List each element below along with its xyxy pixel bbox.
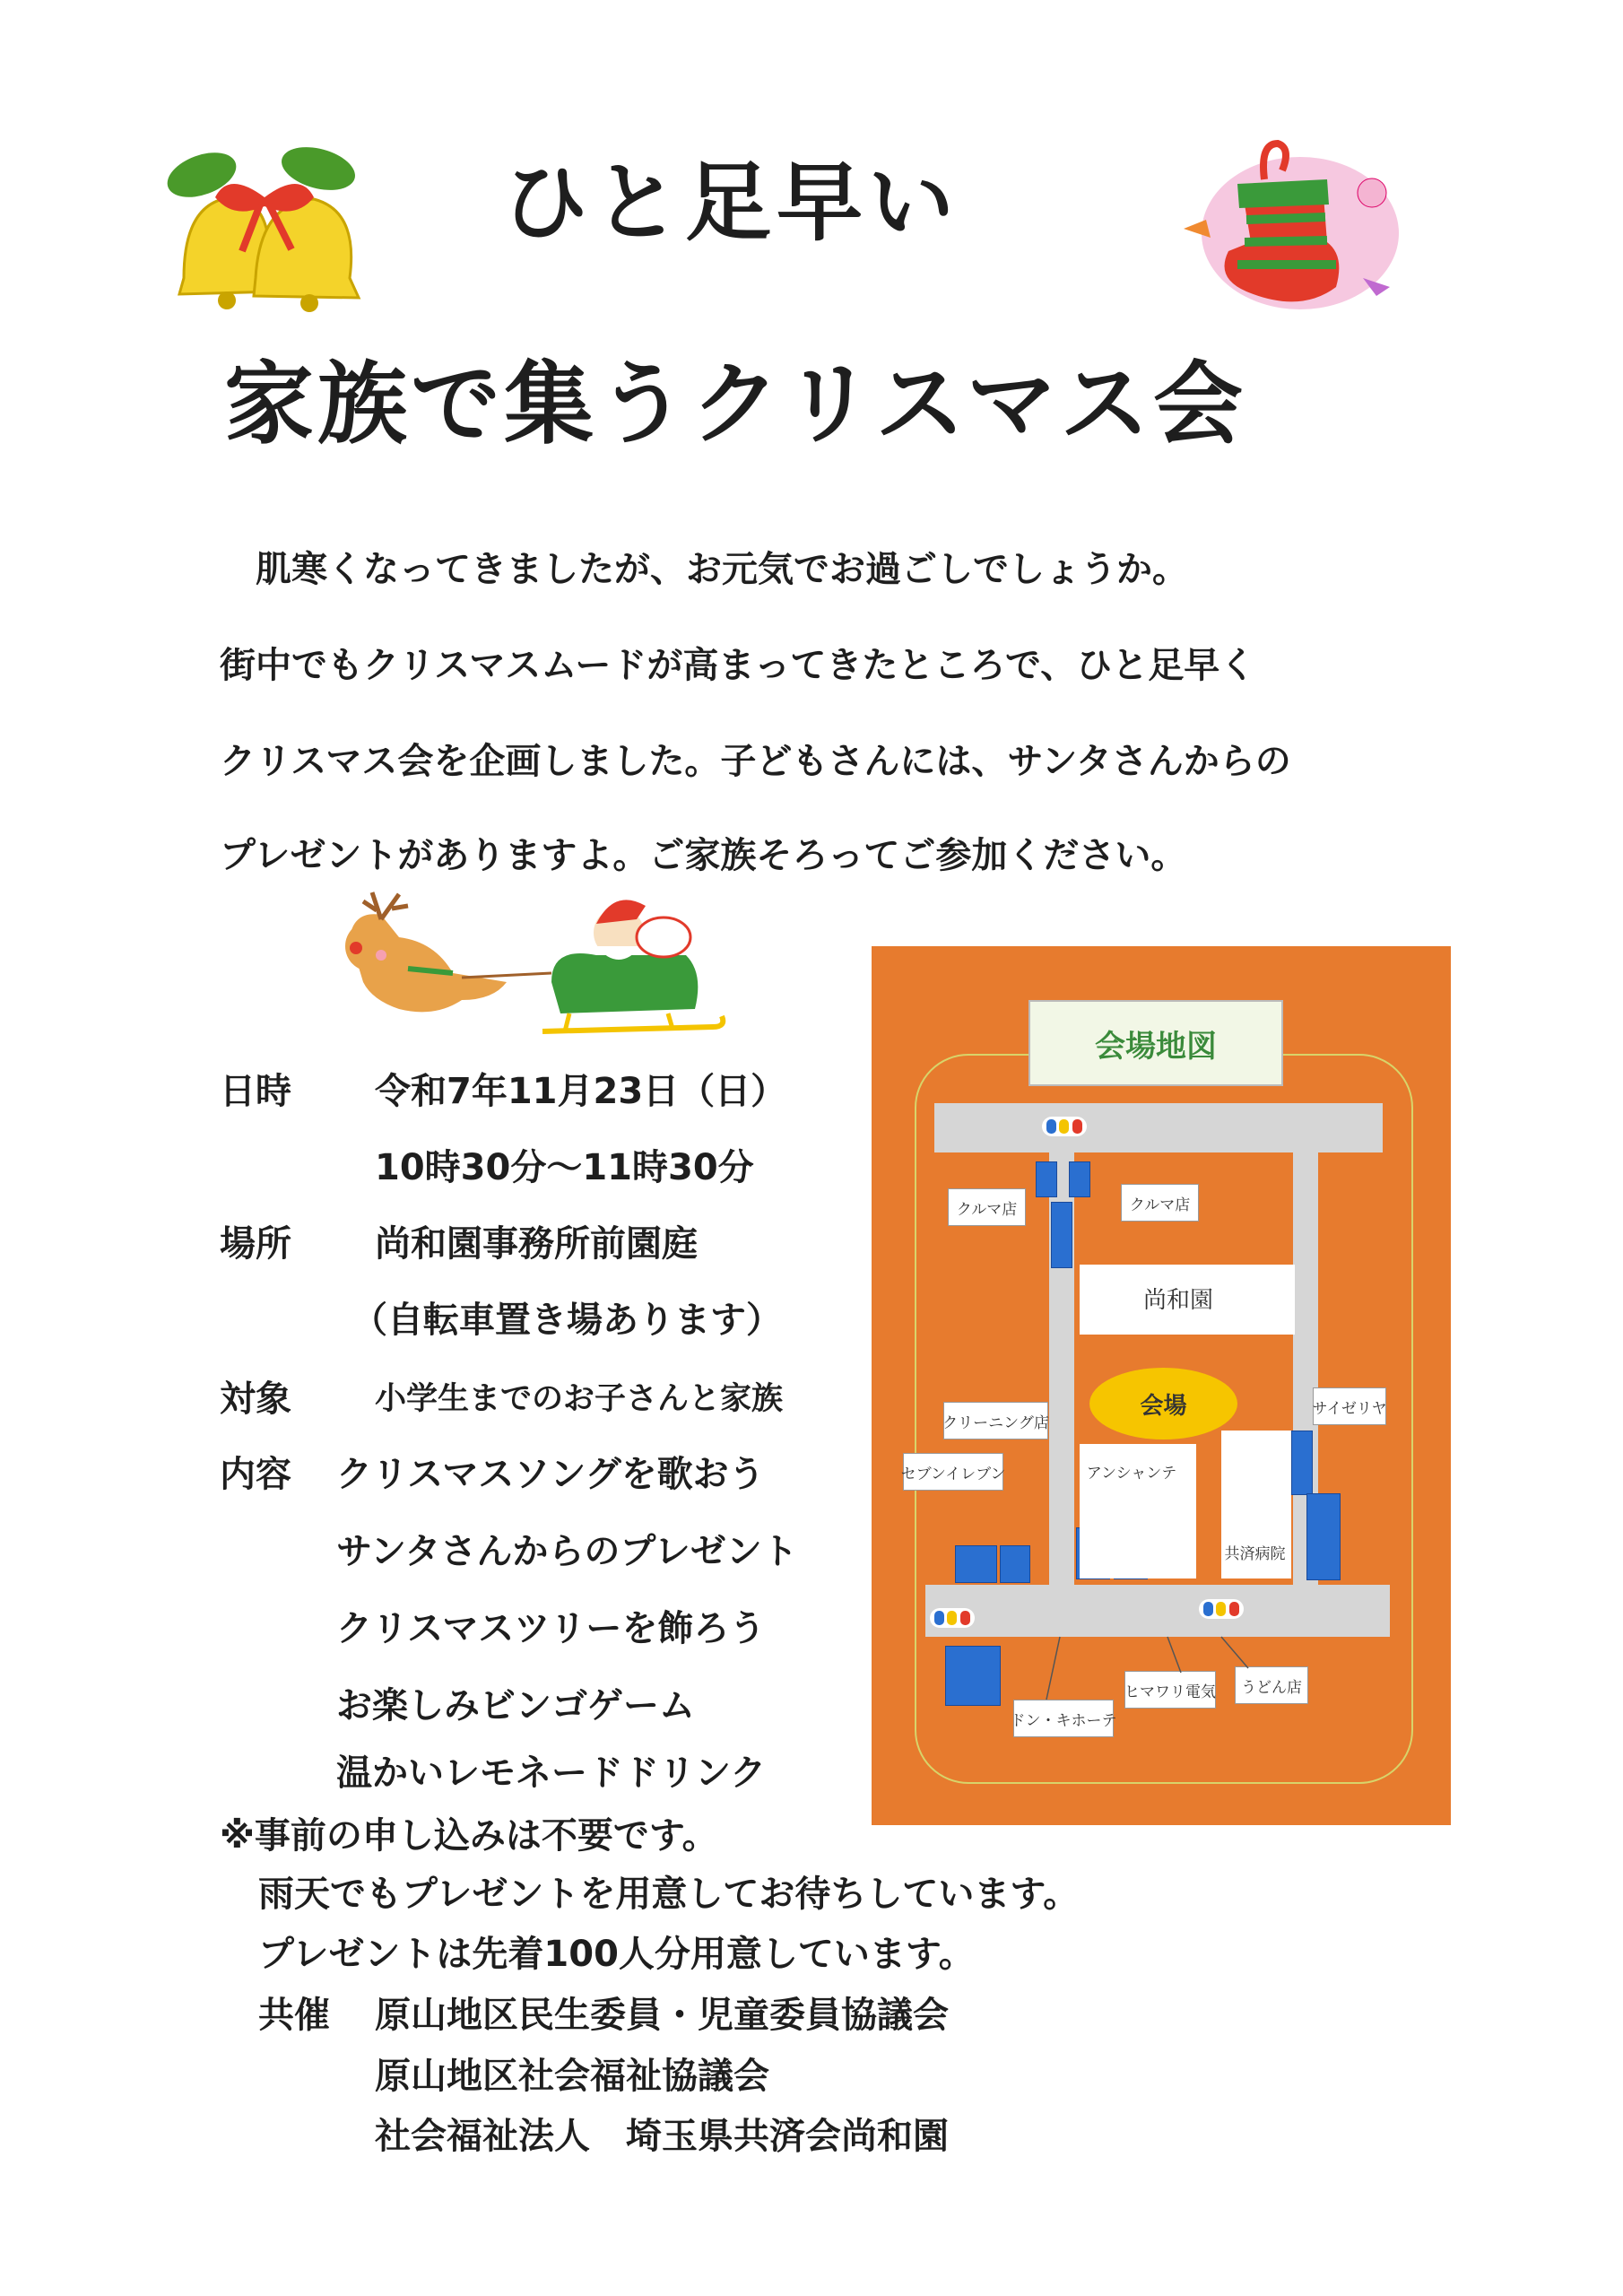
shop-label-donki: ドン・キホーテ: [1013, 1700, 1114, 1737]
note-line-1: ※事前の申し込みは不要です。: [220, 1815, 718, 1857]
shop-label-car-1: クルマ店: [948, 1188, 1026, 1226]
date-value: 令和7年11月23日（日）: [375, 1071, 787, 1112]
bells-illustration: [148, 135, 381, 314]
organizer-item: 社会福祉法人 埼玉県共済会尚和園: [375, 2116, 949, 2157]
intro-line-3: クリスマス会を企画しました。子どもさんには、サンタさんからの: [220, 741, 1291, 782]
intro-line-2: 街中でもクリスマスムードが高まってきたところで、ひと足早く: [220, 645, 1256, 686]
shouwaen-label: 尚和園: [1142, 1286, 1213, 1314]
content-item: クリスマスツリーを飾ろう: [336, 1608, 766, 1649]
santa-sleigh-illustration: [327, 883, 731, 1054]
venue-marker: 会場: [1089, 1368, 1237, 1439]
organizer-item: 原山地区社会福祉協議会: [375, 2056, 769, 2097]
map-title: 会場地図: [1028, 1000, 1283, 1086]
content-label: 内容: [220, 1454, 291, 1495]
title-line-2: 家族で集うクリスマス会: [224, 352, 1246, 457]
venue-map: [872, 946, 1451, 1825]
shop-label-himawari: ヒマワリ電気: [1124, 1671, 1216, 1709]
shop-label-udon: うどん店: [1235, 1666, 1308, 1704]
stocking-illustration: [1166, 135, 1403, 323]
time-value: 10時30分～11時30分: [375, 1147, 754, 1188]
content-item: クリスマスソングを歌おう: [336, 1454, 765, 1495]
note-line-2: 雨天でもプレゼントを用意してお待ちしています。: [258, 1874, 1080, 1915]
hospital-label: 共済病院: [1224, 1544, 1286, 1563]
intro-line-4: プレゼントがありますよ。ご家族そろってご参加ください。: [220, 835, 1187, 876]
datetime-label: 日時: [220, 1071, 291, 1112]
shop-label-seven: セブンイレブン: [903, 1453, 1003, 1491]
target-value: 小学生までのお子さんと家族: [375, 1381, 784, 1417]
place-label: 場所: [220, 1223, 291, 1265]
place-note: （自転車置き場あります）: [352, 1300, 782, 1341]
anshante-label: アンシャンテ: [1086, 1464, 1177, 1483]
content-item: お楽しみビンゴゲーム: [336, 1685, 695, 1726]
target-label: 対象: [220, 1378, 291, 1420]
organizers-label: 共催: [258, 1995, 330, 2036]
content-item: 温かいレモネードドリンク: [336, 1752, 767, 1794]
shop-label-saizeriya: サイゼリヤ: [1313, 1387, 1386, 1425]
organizer-item: 原山地区民生委員・児童委員協議会: [375, 1995, 949, 2036]
shop-label-car-2: クルマ店: [1121, 1184, 1199, 1222]
content-item: サンタさんからのプレゼント: [336, 1531, 798, 1572]
place-value: 尚和園事務所前園庭: [375, 1223, 698, 1265]
title-line-1: ひと足早い: [502, 152, 959, 253]
map-leader-lines: [872, 946, 1451, 1825]
shop-label-cleaning: クリーニング店: [943, 1402, 1048, 1439]
note-line-3: プレゼントは先着100人分用意しています。: [258, 1934, 975, 1975]
intro-line-1: 肌寒くなってきましたが、お元気でお過ごしでしょうか。: [256, 549, 1188, 590]
